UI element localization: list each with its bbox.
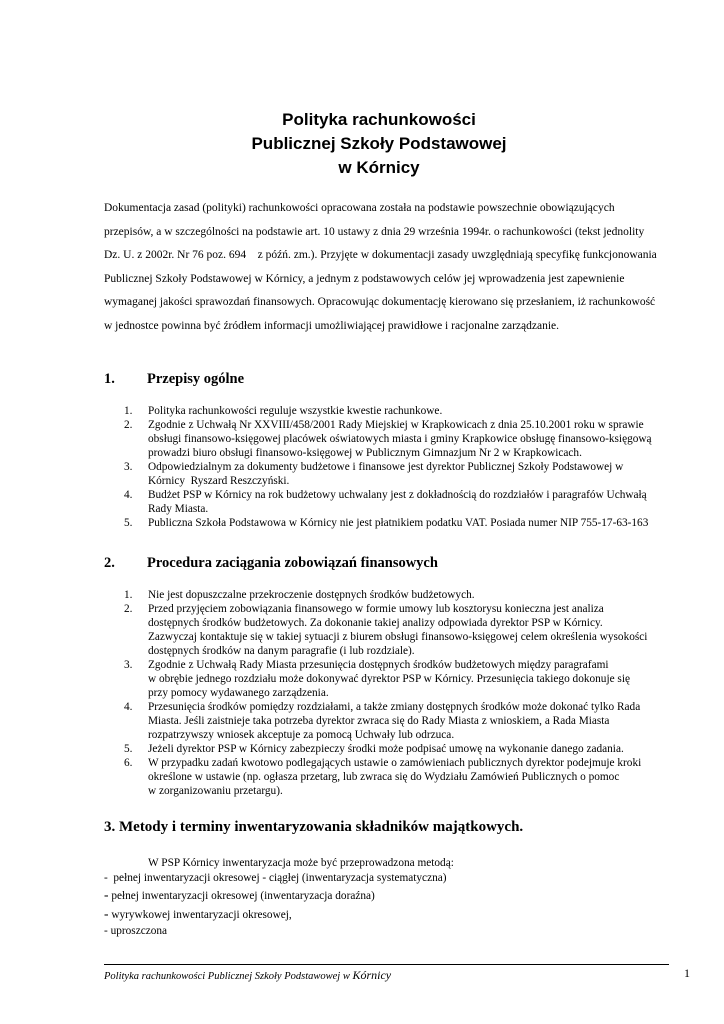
list-item [104,742,694,756]
list-item [104,418,694,460]
item-line: Przesunięcia środków pomiędzy rozdziałami, a także zmiany dostępnych środków może dokonać tylko Rada [148,701,641,713]
item-line: dostępnych środków budżetowych. Za dokonanie takiej analizy odpowiada dyrektor PSP w Kórnicy. [148,617,603,629]
item-line: Kórnicy Ryszard Reszczyński. [148,475,290,487]
section-1-list [104,404,694,530]
item-line: prowadzi biuro obsługi finansowo-księgowej w Publicznym Gimnazjum Nr 2 w Krapkowicach. [148,447,582,459]
item-number: 1. [124,589,133,601]
item-line: dostępnych środków na danym paragrafie (i lub rozdziale). [148,645,415,657]
section-heading: 3. Metody i terminy inwentaryzowania składników majątkowych. [104,819,524,835]
list-item [104,404,694,418]
page-number: 1 [684,966,690,980]
item-line: obsługi finansowo-księgowej placówek oświatowych miasta i gminy Krapkowice obsługę finansowo-księgową [148,433,652,445]
list-item [104,658,694,700]
list-item [104,588,694,602]
section-number: 1. [104,371,115,387]
item-number: 3. [124,659,133,671]
item-number: 5. [124,743,133,755]
list-item [104,602,694,658]
section-2-list [104,588,694,798]
item-number: 2. [124,419,133,431]
item-line: Nie jest dopuszczalne przekroczenie dostępnych środków budżetowych. [148,589,475,601]
item-line: Rady Miasta. [148,503,209,515]
method-text: pełnej inwentaryzacji okresowej (inwentaryzacja doraźna) [108,890,375,902]
item-line: Zgodnie z Uchwałą Rady Miasta przesunięcia dostępnych środków budżetowych między paragrafami [148,659,609,671]
intro-line: Dz. U. z 2002r. Nr 76 poz. 694 z późń. zm.). Przyjęte w dokumentacji zasady uwzględniają specyfikę funkcjonowania [104,249,657,261]
item-line: Jeżeli dyrektor PSP w Kórnicy zabezpieczy środki może podpisać umowę na wykonanie danego zadania. [148,743,624,755]
title-line: Polityka rachunkowości [282,110,476,129]
item-line: Przed przyjęciem zobowiązania finansowego w formie umowy lub kosztorysu konieczna jest analiza [148,603,604,615]
item-number: 1. [124,405,133,417]
item-line: w obrębie jednego rozdziału może dokonywać dyrektor PSP w Kórnicy. Przesunięcia takiego dokonuje się [148,673,630,685]
item-line: Miasta. Jeśli zaistnieje taka potrzeba dyrektor zwraca się do Rady Miasta z wnioskiem, a Rada Miasta [148,715,610,727]
dash: - [104,906,109,921]
item-number: 6. [124,757,133,769]
list-item [104,756,694,798]
intro-line: Publicznej Szkoły Podstawowej w Kórnicy, a jednym z podstawowych celów jej wprowadzenia jest zapewnienie [104,272,625,285]
item-line: Odpowiedzialnym za dokumenty budżetowe i finansowe jest dyrektor Publicznej Szkoły Podstawowej w [148,461,624,473]
footer-divider [104,964,669,965]
item-line: określone w ustawie (np. ogłasza przetarg, lub zwraca się do Wydziału Zamówień Publicznych o pomoc [148,771,620,783]
item-line: W przypadku zadań kwotowo podlegających ustawie o zamówieniach publicznych dyrektor podejmuje kroki [148,757,642,769]
inventory-methods [104,856,664,939]
intro-line: przepisów, a w szczególności na podstawie art. 10 ustawy z dnia 29 września 1994r. o rachunkowości (tekst jednolity [104,225,645,238]
item-number: 4. [124,701,133,713]
section-number: 2. [104,555,115,571]
section-title: Przepisy ogólne [147,371,245,387]
title-line: w Kórnicy [338,158,420,177]
list-item [104,488,694,516]
document-title [0,108,724,180]
item-line: przy pomocy wydawanego zarządzenia. [148,687,329,699]
footer-caption: Polityka rachunkowości Publicznej Szkoły Podstawowej w [104,971,353,982]
footer-text [104,968,391,983]
list-item [104,700,694,742]
section-heading [104,554,438,572]
method-item [104,886,664,905]
intro-paragraph [104,197,689,338]
item-number: 3. [124,461,133,473]
item-number: 5. [124,517,133,529]
list-item [104,460,694,488]
item-line: Budżet PSP w Kórnicy na rok budżetowy uchwalany jest z dokładnością do rozdziałów i paragrafów Uchwałą [148,489,647,501]
method-item: - uproszczona [104,925,168,937]
item-line: Zgodnie z Uchwałą Nr XXVIII/458/2001 Rady Miejskiej w Krapkowicach z dnia 25.10.2001 roku w sprawie [148,419,644,431]
title-line: Publicznej Szkoły Podstawowej [251,134,507,153]
intro-line: Dokumentacja zasad (polityki) rachunkowości opracowana została na podstawie powszechnie obowiązujących [104,202,615,214]
section-heading [104,370,244,388]
item-line: w zorganizowaniu przetargu). [148,785,283,797]
intro-line: w jednostce powinna być źródłem informacji umożliwiającej prawidłowe i racjonalne zarządzanie. [104,319,560,332]
dash: - [104,887,109,902]
method-text: wyrywkowej inwentaryzacji okresowej, [108,909,292,921]
item-line: Zazwyczaj kontaktuje się w takiej sytuacji z biurem obsługi finansowo-księgowej celem określenia wysokości [148,631,648,643]
list-item [104,516,694,530]
intro-line: wymaganej jakości sprawozdań finansowych. Opracowując dokumentację kierowano się przesłaniem, iż rachunkowość [104,296,656,308]
item-number: 2. [124,603,133,615]
methods-lead: W PSP Kórnicy inwentaryzacja może być przeprowadzona metodą: [148,857,454,869]
method-item: - pełnej inwentaryzacji okresowej - ciągłej (inwentaryzacja systematyczna) [104,872,447,884]
item-line: rozpatrzywszy wniosek akceptuje za pomocą Uchwały lub odrzuca. [148,729,455,741]
item-number: 4. [124,489,133,501]
method-item [104,905,664,924]
item-line: Polityka rachunkowości reguluje wszystkie kwestie rachunkowe. [148,405,443,417]
item-line: Publiczna Szkoła Podstawowa w Kórnicy nie jest płatnikiem podatku VAT. Posiada numer NIP 755-17-63-163 [148,517,649,529]
footer-caption-end: Kórnicy [352,968,392,982]
section-title: Procedura zaciągania zobowiązań finansowych [147,555,438,571]
